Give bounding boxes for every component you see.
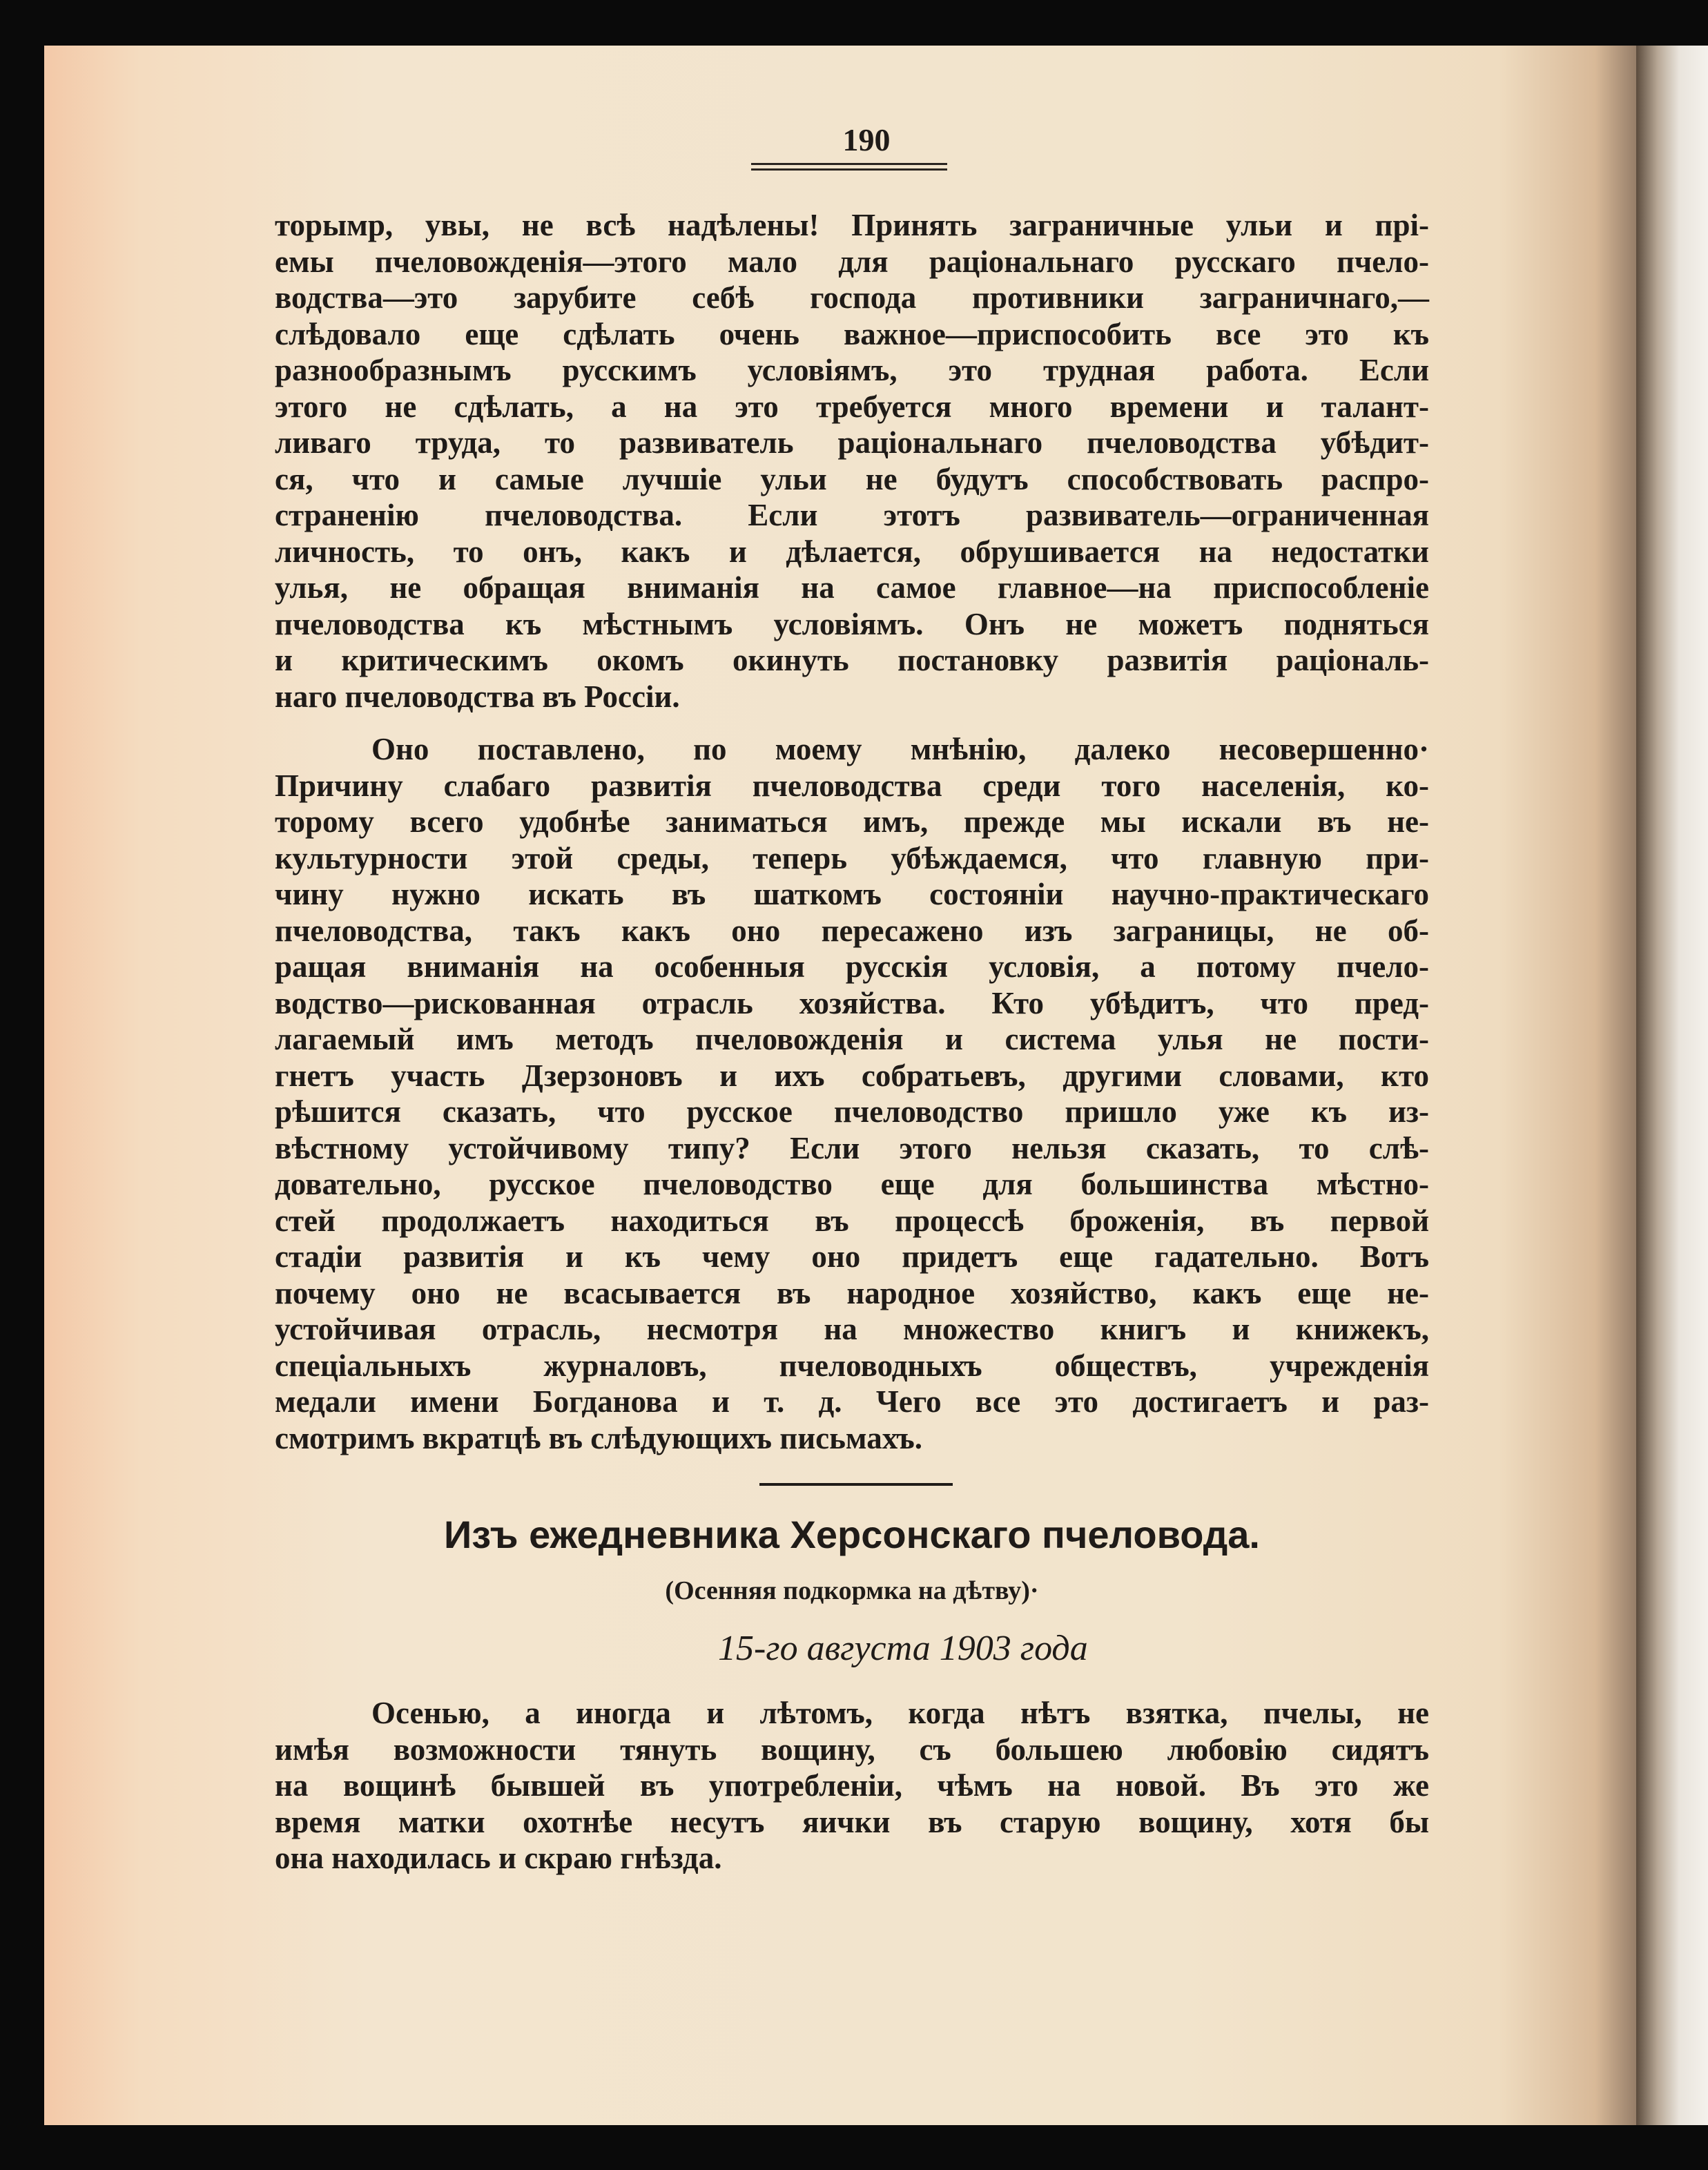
section-separator bbox=[759, 1483, 953, 1486]
paragraph-3 bbox=[275, 1695, 1429, 1877]
text-line: устойчивая отрасль, несмотря на множество книгъ и книжекъ, bbox=[275, 1312, 1429, 1346]
text-line: и критическимъ окомъ окинуть постановку развитія раціональ- bbox=[275, 643, 1429, 677]
text-line: страненію пчеловодства. Если этотъ развиватель—ограниченная bbox=[275, 498, 1429, 532]
page-number-rule bbox=[751, 163, 947, 165]
text-line: наго пчеловодства въ Россіи. bbox=[275, 679, 680, 714]
text-line: рѣшится сказать, что русское пчеловодство пришло уже къ из- bbox=[275, 1094, 1429, 1129]
text-line: стей продолжаетъ находиться въ процессѣ броженія, въ первой bbox=[275, 1203, 1429, 1238]
text-line: стадіи развитія и къ чему оно придетъ еще гадательно. Вотъ bbox=[275, 1239, 1429, 1274]
next-page-edge bbox=[1636, 46, 1708, 2125]
text-line: смотримъ вкратцѣ въ слѣдующихъ письмахъ. bbox=[275, 1420, 923, 1455]
top-text-block bbox=[275, 207, 1429, 1456]
text-line: она находилась и скраю гнѣзда. bbox=[275, 1841, 722, 1875]
paragraph-1 bbox=[275, 207, 1429, 715]
text-line: слѣдовало еще сдѣлать очень важное—приспособить все это къ bbox=[275, 316, 1429, 351]
text-line: на вощинѣ бывшей въ употребленіи, чѣмъ на новой. Въ это же bbox=[275, 1768, 1429, 1803]
text-line: личность, то онъ, какъ и дѣлается, обрушивается на недостатки bbox=[275, 534, 1429, 569]
text-line: довательно, русское пчеловодство еще для большинства мѣстно- bbox=[275, 1167, 1429, 1201]
text-line: водства—это зарубите себѣ господа противники заграничнаго,— bbox=[275, 280, 1429, 315]
text-line: торому всего удобнѣе заниматься имъ, прежде мы искали въ не- bbox=[275, 804, 1429, 839]
section-subheading: (Осенняя подкормка на дѣтву)· bbox=[665, 1576, 1039, 1605]
text-line: имѣя возможности тянуть вощину, съ большею любовію сидятъ bbox=[275, 1732, 1429, 1767]
text-line: ливаго труда, то развиватель раціональнаго пчеловодства убѣдит- bbox=[275, 425, 1429, 460]
text-line: Причину слабаго развитія пчеловодства среди того населенія, ко- bbox=[275, 768, 1429, 803]
text-line: время матки охотнѣе несутъ яички въ старую вощину, хотя бы bbox=[275, 1804, 1429, 1839]
text-line: торымр, увы, не всѣ надѣлены! Принять заграничные ульи и прі- bbox=[275, 208, 1429, 242]
paragraph-2 bbox=[275, 731, 1429, 1456]
text-line: почему оно не всасывается въ народное хозяйство, какъ еще не- bbox=[275, 1275, 1429, 1310]
text-line: вѣстному устойчивому типу? Если этого нельзя сказать, то слѣ- bbox=[275, 1130, 1429, 1165]
text-line: лагаемый имъ методъ пчеловожденія и система улья не пости- bbox=[275, 1022, 1429, 1056]
text-line: пчеловодства, такъ какъ оно пересажено изъ заграницы, не об- bbox=[275, 913, 1429, 948]
bottom-text-block bbox=[275, 1695, 1429, 1893]
text-line: гнетъ участь Дзерзоновъ и ихъ собратьевъ, другими словами, кто bbox=[275, 1058, 1429, 1093]
text-line: пчеловодства къ мѣстнымъ условіямъ. Онъ не можетъ подняться bbox=[275, 606, 1429, 641]
text-line: спеціальныхъ журналовъ, пчеловодныхъ обществъ, учрежденія bbox=[275, 1348, 1429, 1383]
text-line: ся, что и самые лучшіе ульи не будутъ способствовать распро- bbox=[275, 461, 1429, 496]
text-line: разнообразнымъ русскимъ условіямъ, это трудная работа. Если bbox=[275, 353, 1429, 387]
text-line: ращая вниманія на особенныя русскія условія, а потому пчело- bbox=[275, 949, 1429, 984]
entry-date: 15-го августа 1903 года bbox=[718, 1629, 1088, 1668]
text-line: водство—рискованная отрасль хозяйства. Кто убѣдитъ, что пред- bbox=[275, 985, 1429, 1020]
text-line: медали имени Богданова и т. д. Чего все это достигаетъ и раз- bbox=[275, 1384, 1429, 1419]
page-number: 190 bbox=[842, 122, 891, 157]
text-line: культурности этой среды, теперь убѣждаемся, что главную при- bbox=[275, 840, 1429, 875]
text-line: Осенью, а иногда и лѣтомъ, когда нѣтъ взятка, пчелы, не bbox=[371, 1696, 1429, 1730]
page-number-rule bbox=[751, 168, 947, 171]
text-line: чину нужно искать въ шаткомъ состояніи научно-практическаго bbox=[275, 877, 1429, 911]
text-line: емы пчеловожденія—этого мало для раціональнаго русскаго пчело- bbox=[275, 244, 1429, 279]
text-line: улья, не обращая вниманія на самое главное—на приспособленіе bbox=[275, 570, 1429, 605]
text-line: этого не сдѣлать, а на это требуется много времени и талант- bbox=[275, 389, 1429, 424]
section-heading: Изъ ежедневника Херсонскаго пчеловода. bbox=[444, 1513, 1260, 1556]
text-line: Оно поставлено, по моему мнѣнію, далеко несовершенно· bbox=[371, 732, 1429, 766]
